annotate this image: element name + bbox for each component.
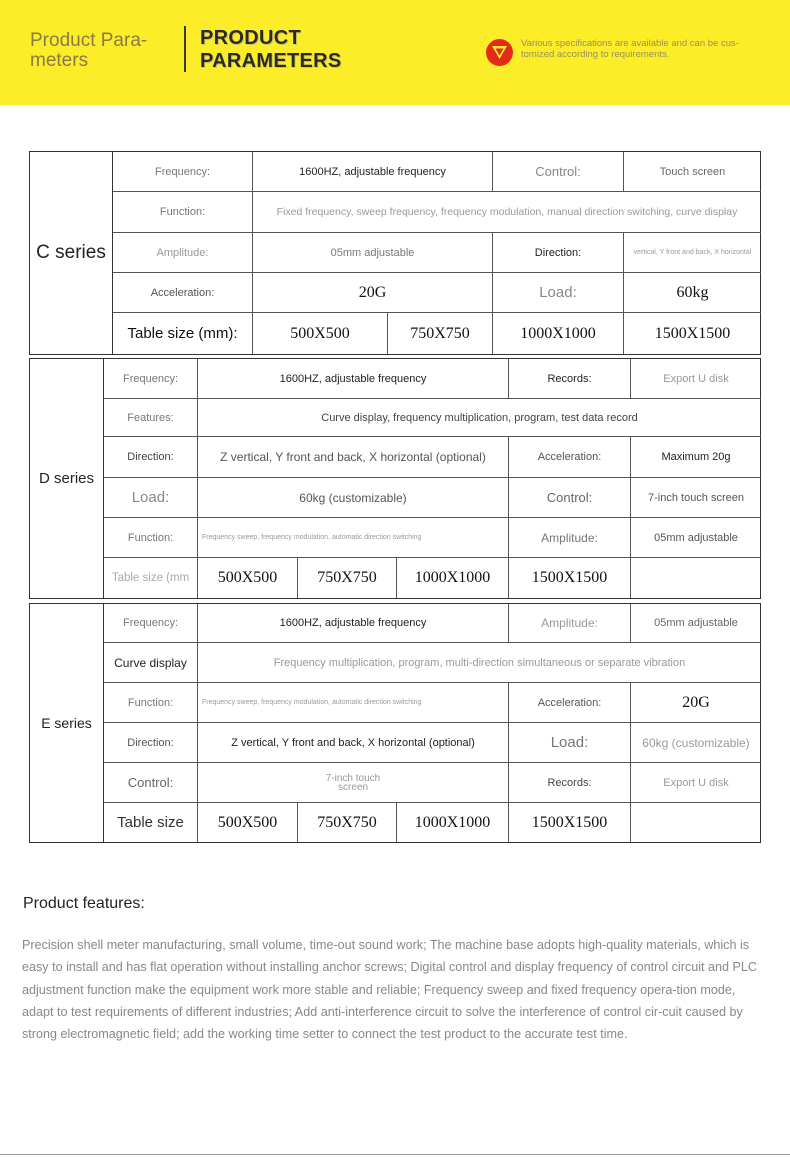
e-size-2: 750X750 [298, 803, 397, 842]
c-direction-value: vertical, Y front and back, X horizontal [624, 233, 761, 273]
c-load-label: Load: [493, 273, 624, 313]
c-size-1: 500X500 [253, 313, 388, 354]
d-records-value: Export U disk [631, 359, 761, 399]
english-title-line2: PARAMETERS [200, 50, 342, 72]
d-size-empty [631, 558, 761, 598]
c-control-label: Control: [493, 152, 624, 192]
d-control-label: Control: [509, 478, 631, 518]
d-size-3: 1000X1000 [397, 558, 509, 598]
e-acceleration-value: 20G [631, 683, 761, 723]
e-size-1: 500X500 [198, 803, 298, 842]
e-amplitude-value: 05mm adjustable [631, 604, 761, 643]
c-series-name: C series [30, 152, 113, 354]
c-size-2: 750X750 [388, 313, 493, 354]
e-control-value-line1: 7-inch touch [325, 772, 381, 784]
e-records-label: Records: [509, 763, 631, 803]
d-load-value: 60kg (customizable) [198, 478, 509, 518]
d-features-label: Features: [104, 399, 198, 437]
e-control-value [198, 763, 509, 803]
page-title: Product Para-meters [30, 30, 148, 71]
c-load-value: 60kg [624, 273, 761, 313]
e-table-size-label: Table size [104, 803, 198, 842]
c-function-label: Function: [113, 192, 253, 233]
header-banner [0, 0, 790, 105]
e-direction-label: Direction: [104, 723, 198, 763]
c-size-3: 1000X1000 [493, 313, 624, 354]
e-curve-label: Curve display [104, 643, 198, 683]
bottom-divider [0, 1154, 790, 1155]
d-size-1: 500X500 [198, 558, 298, 598]
english-title-line1: PRODUCT [200, 27, 301, 49]
e-control-value-line2: screen [337, 781, 368, 793]
d-table-size-label: Table size (mm [104, 558, 198, 598]
e-series-table [29, 603, 761, 843]
c-amplitude-value: 05mm adjustable [253, 233, 493, 273]
features-body: Precision shell meter manufacturing, small volume, time-out sound work; The machine base adopts high-quality materials, which is easy to install and has flat operation without installing anchor screws; Digital control and display frequency of control circuit and PLC adjustment function make the equipment work more stable and reliable; Frequency sweep and fixed frequency opera-tion mode, adapt to test requirements of different industries; Add anti-interference circuit to solve the interference of control cir-cuit caused by strong electromagnetic field; add the working time setter to connect the test product to the accurate test time. [22, 938, 758, 1042]
d-size-4: 1500X1500 [509, 558, 631, 598]
c-frequency-label: Frequency: [113, 152, 253, 192]
c-series-table [29, 151, 761, 355]
e-control-label: Control: [104, 763, 198, 803]
d-size-2: 750X750 [298, 558, 397, 598]
d-frequency-value: 1600HZ, adjustable frequency [198, 359, 509, 399]
e-records-value: Export U disk [631, 763, 761, 803]
d-acceleration-label: Acceleration: [509, 437, 631, 478]
d-load-label: Load: [104, 478, 198, 518]
d-series-name: D series [30, 359, 104, 598]
c-amplitude-label: Amplitude: [113, 233, 253, 273]
c-control-value: Touch screen [624, 152, 761, 192]
d-amplitude-value: 05mm adjustable [631, 518, 761, 558]
d-control-value: 7-inch touch screen [631, 478, 761, 518]
d-features-value: Curve display, frequency multiplication, program, test data record [198, 399, 761, 437]
e-curve-value: Frequency multiplication, program, multi-direction simultaneous or separate vibration [198, 643, 761, 683]
e-frequency-value: 1600HZ, adjustable frequency [198, 604, 509, 643]
d-series-table [29, 358, 761, 599]
d-frequency-label: Frequency: [104, 359, 198, 399]
features-title: Product features: [23, 895, 145, 912]
e-load-label: Load: [509, 723, 631, 763]
e-size-3: 1000X1000 [397, 803, 509, 842]
d-acceleration-value: Maximum 20g [631, 437, 761, 478]
e-size-4: 1500X1500 [509, 803, 631, 842]
c-size-4: 1500X1500 [654, 324, 731, 342]
e-load-value: 60kg (customizable) [631, 723, 761, 763]
red-triangle-badge-icon [486, 39, 513, 66]
c-function-value: Fixed frequency, sweep frequency, frequency modulation, manual direction switching, curve display [253, 192, 761, 233]
e-function-value: Frequency sweep, frequency modulation, automatic direction switching [198, 683, 509, 723]
c-frequency-value: 1600HZ, adjustable frequency [253, 152, 493, 192]
d-function-value: Frequency sweep, frequency modulation, automatic direction switching [198, 518, 509, 558]
d-amplitude-label: Amplitude: [509, 518, 631, 558]
e-size-empty [631, 803, 761, 842]
e-function-label: Function: [104, 683, 198, 723]
e-direction-value: Z vertical, Y front and back, X horizontal (optional) [198, 723, 509, 763]
e-series-name: E series [30, 604, 104, 842]
title-divider [184, 26, 186, 72]
e-amplitude-label: Amplitude: [509, 604, 631, 643]
c-table-size-label: Table size (mm): [113, 313, 253, 354]
d-direction-value: Z vertical, Y front and back, X horizontal (optional) [198, 437, 509, 478]
d-records-label: Records: [509, 359, 631, 399]
e-frequency-label: Frequency: [104, 604, 198, 643]
customization-note: Various specifications are available and can be cus-tomized according to requirements. [521, 38, 739, 60]
c-acceleration-value: 20G [253, 273, 493, 313]
english-title [200, 27, 342, 73]
e-acceleration-label: Acceleration: [509, 683, 631, 723]
d-direction-label: Direction: [104, 437, 198, 478]
c-acceleration-label: Acceleration: [113, 273, 253, 313]
d-function-label: Function: [104, 518, 198, 558]
c-direction-label: Direction: [493, 233, 624, 273]
